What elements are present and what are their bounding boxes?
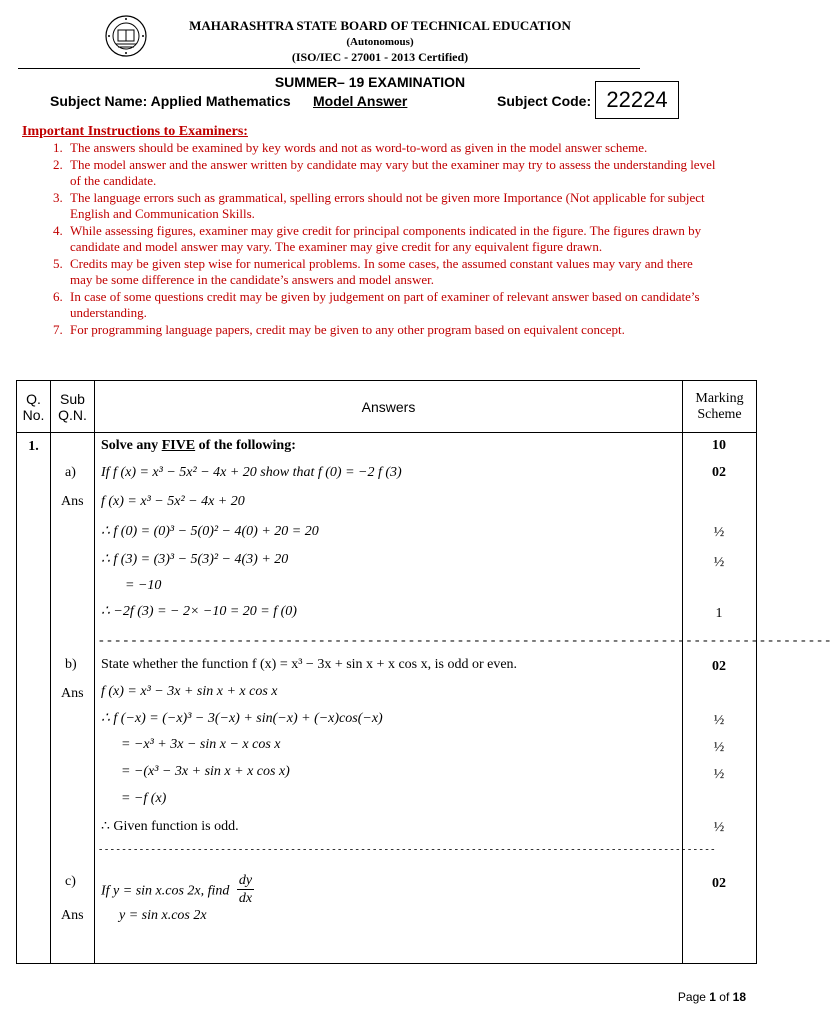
instruction-item: 5. Credits may be given step wise for numerical problems. In some cases, the assumed constant values may vary and there may be some difference in the candidate’s answers and model answer. <box>66 256 716 289</box>
a-mark-1: ½ <box>713 525 725 540</box>
sub-qn-cell <box>51 433 95 964</box>
b-mark-1: ½ <box>713 713 725 728</box>
instruction-item: 6. In case of some questions credit may be given by judgement on part of examiner of relevant answer based on candidate’s understanding. <box>66 289 716 322</box>
table-header-row <box>17 381 757 433</box>
board-name: MAHARASHTRA STATE BOARD OF TECHNICAL EDUCATION <box>189 18 571 33</box>
c-marks: 02 <box>712 876 726 891</box>
col-sub-label-2: Q.N. <box>58 406 87 423</box>
col-marking-header <box>683 381 757 433</box>
certified-label: (ISO/IEC - 27001 - 2013 Certified) <box>291 50 469 64</box>
q-title-five: FIVE <box>161 438 196 453</box>
a-mark-2: ½ <box>713 555 725 570</box>
col-q-header <box>17 381 51 433</box>
sub-a-label: a) <box>65 465 76 480</box>
b-separator: - - - - - - - - - - - - - - - - - - - - - - - - - - - - - - - - - - - - - - - - - - - - - - - - - - - - - - - - - - - - - - - - - - - - - - - - - - - - - - - - - - - - - - - - - - - - - - - - - - - - - - - - - - <box>99 844 715 855</box>
instruction-item: 7. For programming language papers, credit may be given to any other program based on equivalent concept. <box>66 322 716 339</box>
col-answers-label: Answers <box>361 398 416 415</box>
question-title <box>101 438 296 454</box>
a-line-5: ∴ −2f (3) = − 2× −10 = 20 = f (0) <box>101 604 297 619</box>
instruction-item: 4. While assessing figures, examiner may give credit for principal components indicated in the figure. The figures drawn by candidate and model answer may vary. The examiner may give credit for any equivalent figure drawn. <box>66 223 716 256</box>
c-line-1: y = sin x.cos 2x <box>119 908 207 923</box>
col-sub-header <box>51 381 95 433</box>
c-frac-num: dy <box>238 873 253 888</box>
q-title-post: of the following: <box>195 438 296 453</box>
b-line-5: = −f (x) <box>121 791 167 806</box>
subject-name: Subject Name: Applied Mathematics <box>50 93 291 109</box>
sub-a-ans: Ans <box>61 494 84 509</box>
b-line-4: = −(x³ − 3x + sin x + x cos x) <box>121 764 290 779</box>
b-mark-2: ½ <box>713 740 725 755</box>
subject-code-box <box>595 81 679 119</box>
b-mark-3: ½ <box>713 767 725 782</box>
page-total: 18 <box>732 990 746 1004</box>
a-question: If f (x) = x³ − 5x² − 4x + 20 show that f (0) = −2 f (3) <box>101 465 402 480</box>
instruction-item: 3. The language errors such as grammatical, spelling errors should not be given more Importance (Not applicable for subject English and Communication Skills. <box>66 190 716 223</box>
msbte-logo <box>104 14 148 58</box>
b-mark-4: ½ <box>713 820 725 835</box>
a-line-1: f (x) = x³ − 5x² − 4x + 20 <box>101 494 245 509</box>
a-marks: 02 <box>712 465 726 480</box>
page-footer <box>678 990 746 1004</box>
marking-cell <box>683 433 757 964</box>
sub-c-label: c) <box>65 874 76 889</box>
sub-b-ans: Ans <box>61 686 84 701</box>
q-marks: 10 <box>712 438 726 453</box>
col-answers-header <box>95 381 683 433</box>
q-no: 1. <box>28 439 39 454</box>
answer-table <box>16 380 830 964</box>
subject-code-label: Subject Code: <box>497 93 592 109</box>
b-question: State whether the function f (x) = x³ − 3x + sin x + x cos x, is odd or even. <box>101 657 518 672</box>
instruction-item: 1. The answers should be examined by key words and not as word-to-word as given in the model answer scheme. <box>66 140 716 157</box>
sub-c-ans: Ans <box>61 908 84 923</box>
subject-code: 22224 <box>606 87 668 112</box>
a-line-2: ∴ f (0) = (0)³ − 5(0)² − 4(0) + 20 = 20 <box>101 524 319 539</box>
page-pre: Page <box>677 990 710 1004</box>
a-separator: - - - - - - - - - - - - - - - - - - - - - - - - - - - - - - - - - - - - - - - - - - - - - - - - - - - - - - - - - - - - - - - - - - - - - - - - - - - - - - - - - - - - - - - - - - <box>99 633 830 648</box>
instruction-item: 2. The model answer and the answer written by candidate may vary but the examiner may try to assess the understanding level of the candidate. <box>66 157 716 190</box>
b-marks: 02 <box>712 659 726 674</box>
autonomous-label: (Autonomous) <box>346 36 414 48</box>
col-sub-label-1: Sub <box>60 390 85 407</box>
a-line-4: = −10 <box>125 578 162 593</box>
b-line-3: = −x³ + 3x − sin x − x cos x <box>121 737 281 752</box>
header-divider <box>18 68 640 69</box>
q-no-cell <box>17 433 51 964</box>
instructions-list <box>16 140 716 338</box>
page-mid: of <box>715 990 733 1004</box>
a-line-3: ∴ f (3) = (3)³ − 5(3)² − 4(3) + 20 <box>101 552 289 567</box>
col-marking-label-1: Marking <box>695 390 744 406</box>
model-answer-label: Model Answer <box>313 93 408 109</box>
b-line-6: ∴ Given function is odd. <box>101 819 239 834</box>
col-q-label: Q. No. <box>22 390 45 423</box>
b-line-2: ∴ f (−x) = (−x)³ − 3(−x) + sin(−x) + (−x)cos(−x) <box>101 711 383 726</box>
col-marking-label-2: Scheme <box>697 406 742 422</box>
question-row <box>17 433 757 964</box>
sub-b-label: b) <box>65 657 77 672</box>
exam-title: SUMMER– 19 EXAMINATION <box>274 74 466 90</box>
c-fraction <box>237 872 254 907</box>
b-line-1: f (x) = x³ − 3x + sin x + x cos x <box>101 684 278 699</box>
c-question <box>101 874 254 909</box>
a-mark-3: 1 <box>715 606 723 621</box>
c-frac-den: dx <box>238 891 253 906</box>
instructions-title: Important Instructions to Examiners: <box>22 124 248 139</box>
c-question-pre: If y = sin x.cos 2x, find <box>101 883 230 899</box>
q-title-pre: Solve any <box>101 438 162 453</box>
page-num: 1 <box>709 990 716 1004</box>
